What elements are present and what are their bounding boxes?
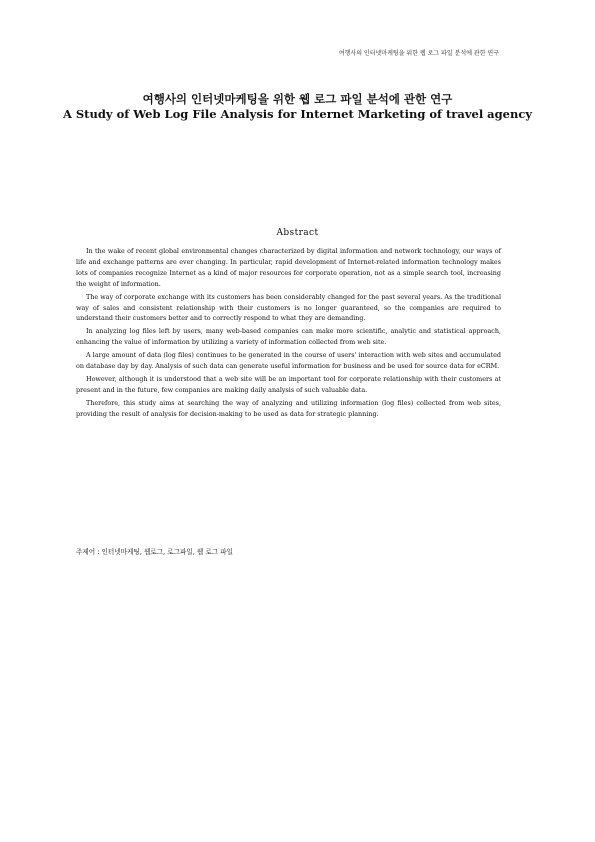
- keywords: [76, 546, 233, 556]
- abstract-paragraph: A large amount of data (log files) continues to be generated in the course of users' interaction with web sites and accumulated on database day by day. Analysis of such data can generate useful information for business and be used for source data for eCRM.: [76, 351, 501, 371]
- title-block: [60, 92, 535, 122]
- keywords-value: 인터넷마케팅, 웹로그, 로그파일, 웹 로그 파일: [101, 548, 233, 556]
- running-head: 여행사의 인터넷마케팅을 위한 웹 로그 파일 분석에 관한 연구: [338, 50, 499, 57]
- abstract-paragraph: In analyzing log files left by users, many web-based companies can make more scientific, analytic and statistical approach, enhancing the value of information by utilizing a variety of information collected from web site.: [76, 327, 501, 347]
- abstract-heading: Abstract: [276, 228, 319, 238]
- abstract-paragraph: The way of corporate exchange with its customers has been considerably changed for the past several years. As the traditional way of sales and consistent relationship with their customers is no longer guaranteed, so the companies are required to understand their customers better and to correctly respond to what they are demanding.: [76, 292, 501, 323]
- abstract-paragraph: Therefore, this study aims at searching the way of analyzing and utilizing information (log files) collected from web sites, providing the result of analysis for decision-making to be used as data for strategic planning.: [76, 398, 501, 418]
- title-korean: 여행사의 인터넷마케팅을 위한 웹 로그 파일 분석에 관한 연구: [142, 92, 453, 106]
- abstract-paragraph: However, although it is understood that a web site will be an important tool for corporate relationship with their customers at present and in the future, few companies are making daily analysis of such valuable data.: [76, 374, 501, 394]
- keywords-label: 주제어 :: [76, 548, 102, 556]
- title-english: A Study of Web Log File Analysis for Internet Marketing of travel agency: [62, 107, 533, 121]
- abstract-paragraph: In the wake of recent global environmental changes characterized by digital information and network technology, our ways of life and exchange patterns are ever changing. In particular, rapid development of Internet-related information technology makes lots of companies recognize Internet as a kind of major resources for corporate operation, not as a simple search tool, increasing the weight of information.: [76, 247, 501, 288]
- abstract-body: [76, 246, 501, 422]
